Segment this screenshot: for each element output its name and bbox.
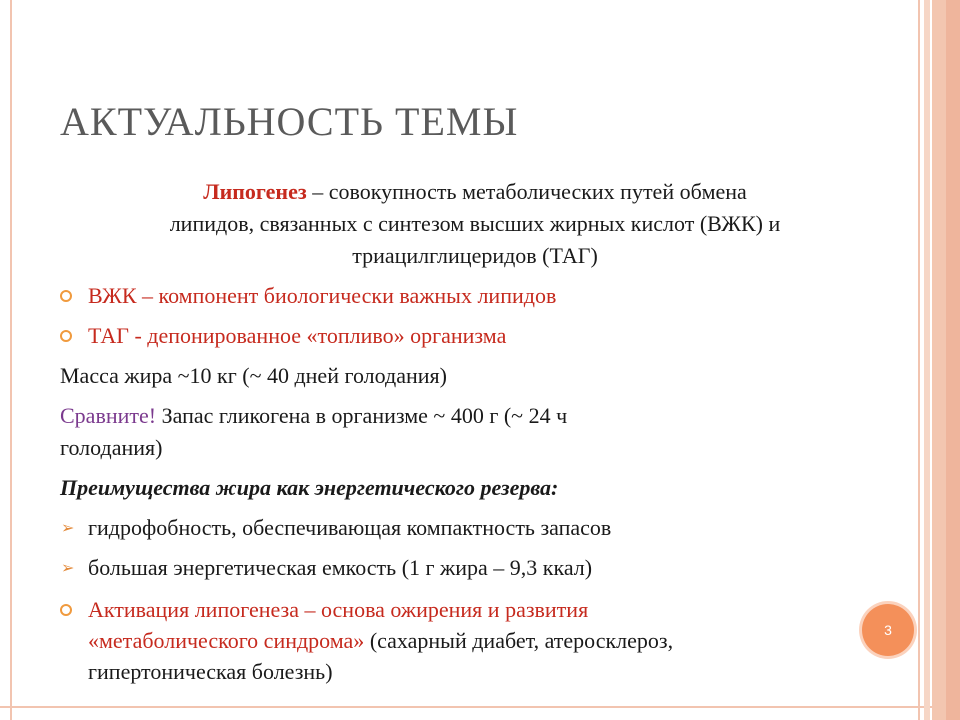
frame-left-line [10, 0, 12, 720]
activation-black-line2: (сахарный диабет, атеросклероз, [364, 628, 674, 653]
ring-bullet-icon [60, 604, 72, 616]
compare-text-line2: голодания) [60, 435, 163, 460]
mass-line: Масса жира ~10 кг (~ 40 дней голодания) [60, 363, 447, 388]
chevron-right-icon: ➢ [61, 518, 75, 537]
advantages-heading: Преимущества жира как энергетического резерва: [60, 475, 559, 500]
chevron-right-icon: ➢ [61, 558, 75, 577]
frame-right-line [918, 0, 920, 720]
ring-bullet-icon [60, 330, 72, 342]
compare-line1 [60, 400, 567, 432]
bullet-text: ВЖК – компонент биологически важных липидов [88, 283, 557, 308]
activation-red-line1: Активация липогенеза – основа ожирения и развития [88, 597, 589, 622]
activation-block [88, 594, 888, 687]
decor-stripe-1 [924, 0, 930, 720]
decor-stripe-2 [932, 0, 946, 720]
definition-line2: липидов, связанных с синтезом высших жирных кислот (ВЖК) и [169, 211, 781, 236]
compare-text-line1: Запас гликогена в организме ~ 400 г (~ 24 ч [156, 403, 568, 428]
compare-label: Сравните! [60, 403, 157, 428]
advantage-text: большая энергетическая емкость (1 г жира – 9,3 ккал) [88, 555, 593, 580]
slide-title: АКТУАЛЬНОСТЬ ТЕМЫ [60, 99, 519, 144]
definition-term: Липогенез [203, 179, 307, 204]
advantage-text: гидрофобность, обеспечивающая компактность запасов [88, 515, 612, 540]
activation-line3: гипертоническая болезнь) [88, 659, 333, 684]
frame-bottom-line [0, 706, 960, 708]
ring-bullet-icon [60, 290, 72, 302]
definition-line3: триацилглицеридов (ТАГ) [352, 243, 598, 268]
page-number-badge: 3 [862, 604, 914, 656]
bullet-text: ТАГ - депонированное «топливо» организма [88, 323, 507, 348]
decor-stripe-3 [946, 0, 960, 720]
activation-red-line2: «метаболического синдрома» [88, 628, 365, 653]
definition-block [60, 176, 890, 272]
definition-line1: – совокупность метаболических путей обмена [306, 179, 747, 204]
